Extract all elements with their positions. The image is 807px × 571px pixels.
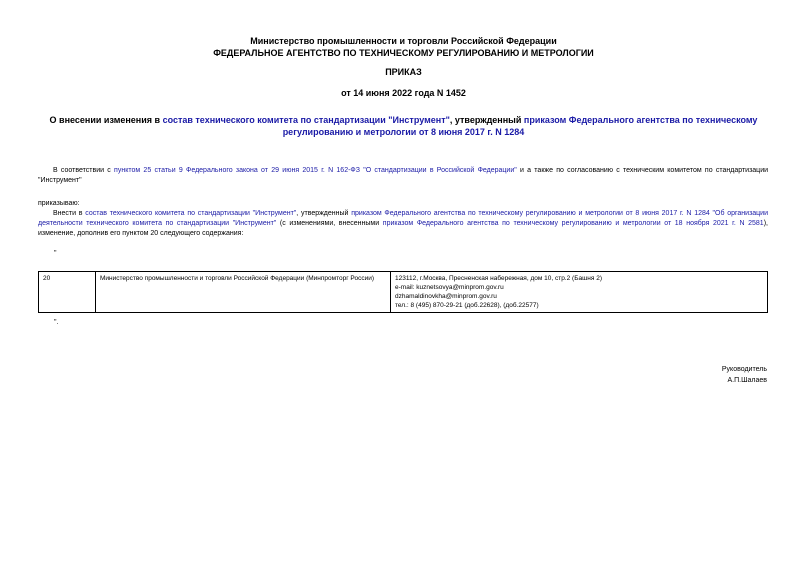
para3-middle2: (с изменениями, внесенными — [276, 220, 383, 227]
para3-middle1: , утвержденный — [296, 210, 352, 217]
agency-name: ФЕДЕРАЛЬНОЕ АГЕНТСТВО ПО ТЕХНИЧЕСКОМУ РЕГУЛИРОВАНИЮ И МЕТРОЛОГИИ — [213, 48, 594, 58]
para3-order-link[interactable]: приказом Федерального агентства по техническому регулированию и метрологии от 8 июня 2017 г. N 1284 "Об организации деятельности технического комитета по стандартизации "Инструмент" — [38, 210, 769, 227]
para3-amend-order-link[interactable]: приказом Федерального агентства по техническому регулированию и метрологии от 18 ноября 2021 г. N 2581 — [382, 220, 764, 227]
quote-close-mark: ". — [54, 319, 59, 326]
ministry-name: Министерство промышленности и торговли Российской Федерации — [250, 36, 557, 46]
contact-address: 123112, г.Москва, Пресненская набережная, дом 10, стр.2 (Башня 2) — [395, 275, 602, 282]
table-row — [39, 272, 768, 313]
subject-middle: , утвержденный — [449, 115, 524, 125]
signature-block — [722, 364, 767, 386]
document-date: от 14 июня 2022 года N 1452 — [341, 88, 466, 98]
contact-phone: тел.: 8 (495) 870-29-21 (доб.22628), (доб.22577) — [395, 302, 539, 309]
members-table — [38, 271, 768, 313]
paragraph-basis — [38, 166, 768, 186]
paragraph-order-word: приказываю: — [38, 200, 80, 207]
paragraph-amendment — [38, 209, 768, 239]
signature-title: Руководитель — [721, 366, 767, 373]
document-subject — [40, 114, 767, 138]
quote-open-mark: " — [54, 250, 57, 257]
subject-link-order[interactable]: приказом Федерального агентства по техническому регулированию и метрологии от 8 июня 2017 г. N 1284 — [282, 115, 758, 137]
subject-prefix: О внесении изменения в — [49, 115, 163, 125]
signature-name: А.П.Шалаев — [727, 377, 767, 384]
contact-email-1: e-mail: kuznetsovya@minprom.gov.ru — [395, 284, 504, 291]
row-contacts — [391, 272, 768, 313]
document-type: ПРИКАЗ — [385, 67, 422, 77]
contact-email-2: dzhamaldinovkha@minprom.gov.ru — [395, 293, 497, 300]
document-header — [0, 35, 807, 59]
para1-prefix: В соответствии с — [53, 167, 115, 174]
row-number: 20 — [39, 272, 96, 313]
para3-prefix: Внести в — [53, 210, 86, 217]
para1-law-link[interactable]: пунктом 25 статьи 9 Федерального закона от 29 июня 2015 г. N 162-ФЗ "О стандартизации в Российской Федерации" — [114, 167, 517, 174]
para3-committee-link[interactable]: состав технического комитета по стандартизации "Инструмент" — [85, 210, 297, 217]
subject-link-committee[interactable]: состав технического комитета по стандартизации "Инструмент" — [162, 115, 450, 125]
para3-suffix: ), изменение, дополнив его пунктом 20 следующего содержания: — [38, 220, 768, 237]
para1-suffix: и а также по согласованию с техническим комитетом по стандартизации "Инструмент" — [38, 167, 769, 184]
row-organization: Министерство промышленности и торговли Российской Федерации (Минпромторг России) — [96, 272, 391, 313]
